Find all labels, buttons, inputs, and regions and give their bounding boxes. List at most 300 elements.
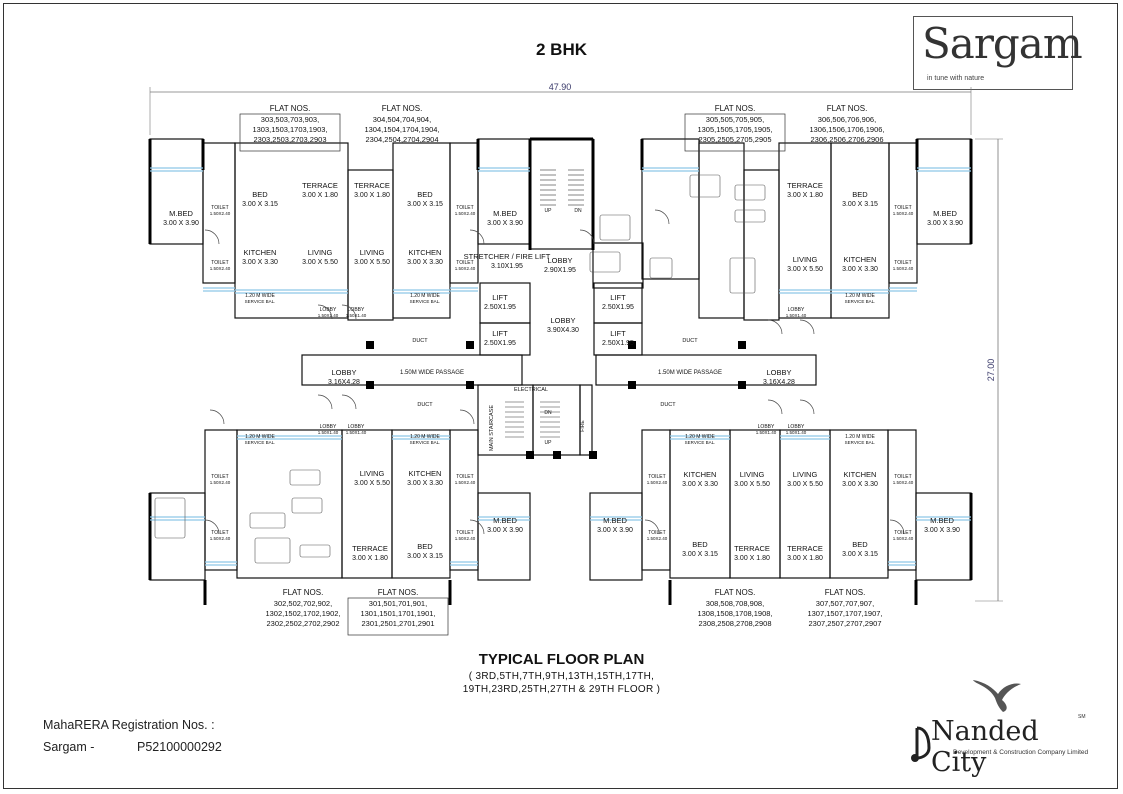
small-room-name: TOILET: [648, 474, 666, 480]
small-room-name: TOILET: [894, 205, 912, 211]
small-room-size: 1.50X2.40: [209, 266, 231, 271]
door-swing: [800, 320, 814, 334]
wall-outline: [699, 143, 744, 318]
room-name: TERRACE: [354, 181, 390, 190]
small-room-label: [410, 293, 441, 304]
room-size: 3.90X4.30: [547, 327, 579, 334]
wall-outline: [916, 493, 971, 580]
small-room-label: [455, 260, 476, 271]
column: [466, 381, 474, 389]
small-room-size: 1.50X2.40: [454, 536, 476, 541]
room-label: [734, 470, 770, 488]
room-label: [787, 544, 823, 562]
door-swing: [800, 400, 814, 414]
room-label: [597, 516, 633, 534]
flat-group-line: 307,507,707,907,: [815, 599, 875, 608]
room-name: LIVING: [359, 469, 385, 478]
room-label: [682, 540, 718, 558]
room-size: 3.00 X 5.50: [787, 266, 823, 273]
room-name: KITCHEN: [243, 248, 277, 257]
room-name: LOBBY: [766, 368, 792, 377]
column: [628, 381, 636, 389]
flat-group-title: FLAT NOS.: [714, 104, 756, 113]
furniture: [290, 470, 320, 485]
flat-group-line: 302,502,702,902,: [273, 599, 333, 608]
flat-group-line: 2302,2502,2702,2902: [266, 619, 340, 628]
room-name: KITCHEN: [843, 255, 877, 264]
room-name: BED: [692, 540, 708, 549]
small-room-label: [893, 530, 914, 541]
small-room-size: 1.50X1.40: [317, 313, 339, 318]
small-room-name: TOILET: [456, 474, 474, 480]
small-room-label: [685, 434, 716, 445]
small-room-label: [756, 424, 777, 435]
room-label: [484, 293, 516, 311]
wall-outline: [478, 139, 530, 244]
small-room-name: TOILET: [894, 530, 912, 536]
room-size: 3.00 X 1.80: [787, 192, 823, 199]
room-label: [302, 248, 338, 266]
annotation-label: DN: [544, 410, 552, 416]
flat-group-line: 1307,1507,1707,1907,: [807, 609, 883, 618]
flat-group-line: 1301,1501,1701,1901,: [360, 609, 436, 618]
column: [526, 451, 534, 459]
small-room-size: 1.50X2.40: [892, 211, 914, 216]
small-room-size: 1.50X1.40: [785, 313, 807, 318]
flat-group-line: 2305,2505,2705,2905: [698, 135, 772, 144]
small-room-name: TOILET: [456, 530, 474, 536]
room-label: [328, 368, 360, 386]
room-size: 3.00 X 3.90: [487, 220, 523, 227]
door-swing: [318, 395, 332, 409]
wall-outline: [235, 143, 348, 318]
room-name: M.BED: [930, 516, 954, 525]
room-name: LIVING: [739, 470, 765, 479]
room-label: [352, 544, 388, 562]
wall-outline: [205, 430, 237, 570]
furniture: [600, 215, 630, 240]
small-room-size: 1.50X2.40: [454, 266, 476, 271]
door-swing: [768, 320, 782, 334]
room-name: LIFT: [610, 329, 626, 338]
room-label: [602, 293, 634, 311]
room-label: [487, 209, 523, 227]
small-room-name: TOILET: [211, 260, 229, 266]
door-swing: [655, 210, 669, 224]
room-size: 3.00 X 3.90: [927, 220, 963, 227]
small-room-name: 1.20 M WIDE: [245, 293, 275, 299]
room-size: 3.16X4.28: [763, 379, 795, 386]
plan-floors-line-2: 19TH,23RD,25TH,27TH & 29TH FLOOR ): [462, 684, 661, 695]
wall-outline: [480, 283, 530, 323]
small-room-label: [786, 307, 807, 318]
small-room-name: 1.20 M WIDE: [845, 293, 875, 299]
room-label: [842, 540, 878, 558]
wall-outline: [580, 385, 592, 455]
room-name: LIVING: [307, 248, 333, 257]
flat-group-line: 303,503,703,903,: [260, 115, 320, 124]
annotation-label: DN: [574, 208, 582, 214]
room-size: 3.00 X 3.15: [682, 551, 718, 558]
furniture: [650, 258, 672, 278]
small-room-name: TOILET: [211, 205, 229, 211]
small-room-label: [210, 474, 231, 485]
room-size: 3.00 X 1.80: [302, 192, 338, 199]
small-room-name: 1.20 M WIDE: [845, 434, 875, 440]
room-name: M.BED: [493, 209, 517, 218]
small-room-name: TOILET: [648, 530, 666, 536]
logo-tagline: in tune with nature: [927, 75, 985, 82]
room-name: TERRACE: [352, 544, 388, 553]
wall-outline: [590, 493, 642, 580]
room-name: TERRACE: [734, 544, 770, 553]
room-size: 3.00 X 3.90: [163, 220, 199, 227]
flat-group-line: 308,508,708,908,: [705, 599, 765, 608]
small-room-name: TOILET: [211, 530, 229, 536]
small-room-name: LOBBY: [347, 424, 365, 430]
room-size: 2.90X1.95: [544, 267, 576, 274]
small-room-size: 1.50X1.40: [345, 313, 367, 318]
room-name: M.BED: [603, 516, 627, 525]
room-size: 3.00 X 3.90: [597, 527, 633, 534]
small-room-name: LOBBY: [347, 307, 365, 313]
furniture: [735, 185, 765, 200]
nanded-city-logo: [903, 676, 1093, 778]
flat-group-line: 1308,1508,1708,1908,: [697, 609, 773, 618]
small-room-label: [893, 205, 914, 216]
small-room-size: 1.50X2.40: [892, 266, 914, 271]
room-label: [302, 181, 338, 199]
flat-group-title: FLAT NOS.: [714, 588, 756, 597]
annotation-label: 1.50M WIDE PASSAGE: [658, 370, 722, 376]
room-name: LIFT: [492, 329, 508, 338]
column: [589, 451, 597, 459]
small-room-size: SERVICE BAL.: [684, 440, 716, 445]
small-room-label: [346, 424, 367, 435]
room-size: 3.00 X 5.50: [787, 481, 823, 488]
wall-outline: [594, 283, 642, 323]
room-label: [484, 329, 516, 347]
room-name: BED: [417, 542, 433, 551]
wall-outline: [480, 323, 530, 355]
flat-group-line: 1305,1505,1705,1905,: [697, 125, 773, 134]
room-name: M.BED: [933, 209, 957, 218]
room-label: [242, 248, 278, 266]
room-label: [354, 181, 390, 199]
small-room-size: SERVICE BAL.: [409, 440, 441, 445]
room-label: [682, 470, 718, 488]
small-room-label: [318, 424, 339, 435]
room-name: KITCHEN: [408, 248, 442, 257]
annotation-label: 1.50M WIDE PASSAGE: [400, 370, 464, 376]
room-label: [544, 256, 576, 274]
room-size: 2.50X1.95: [602, 340, 634, 347]
room-label: [734, 544, 770, 562]
flat-group-line: 2304,2504,2704,2904: [365, 135, 439, 144]
room-size: 3.00 X 3.90: [924, 527, 960, 534]
flat-group-line: 2303,2503,2703,2903: [253, 135, 327, 144]
room-size: 3.00 X 3.15: [242, 201, 278, 208]
room-name: TERRACE: [302, 181, 338, 190]
room-label: [787, 181, 823, 199]
rera-label: MahaRERA Registration Nos. :: [43, 718, 215, 732]
small-room-size: SERVICE BAL.: [844, 440, 876, 445]
furniture: [300, 545, 330, 557]
room-labels: [163, 181, 963, 562]
annotation-label: DUCT: [417, 402, 433, 408]
flat-group-title: FLAT NOS.: [826, 104, 868, 113]
wall-outline: [917, 139, 971, 244]
flat-number-group: [265, 588, 340, 628]
room-label: [842, 190, 878, 208]
small-room-label: [245, 293, 276, 304]
room-name: M.BED: [493, 516, 517, 525]
small-room-label: [455, 530, 476, 541]
room-name: BED: [852, 190, 868, 199]
column: [366, 341, 374, 349]
wall-outline: [533, 385, 580, 455]
small-room-label: [210, 205, 231, 216]
room-size: 3.00 X 3.30: [407, 259, 443, 266]
small-room-label: [245, 434, 276, 445]
flat-group-line: 306,506,706,906,: [817, 115, 877, 124]
room-name: LOBBY: [547, 256, 573, 265]
room-size: 3.00 X 5.50: [354, 480, 390, 487]
room-name: STRETCHER / FIRE LIFT: [463, 252, 551, 261]
logo-word: Sargam: [922, 19, 1082, 68]
room-size: 3.00 X 3.15: [407, 553, 443, 560]
flat-group-line: 301,501,701,901,: [368, 599, 428, 608]
small-room-name: TOILET: [456, 205, 474, 211]
flat-group-line: 1303,1503,1703,1903,: [252, 125, 328, 134]
small-room-label: [786, 424, 807, 435]
room-name: KITCHEN: [408, 469, 442, 478]
annotation-label: ELECTRICAL: [514, 387, 548, 393]
small-room-label: [893, 474, 914, 485]
small-room-size: 1.50X2.40: [454, 211, 476, 216]
small-room-name: LOBBY: [787, 307, 805, 313]
small-room-size: 1.50X2.40: [646, 480, 668, 485]
room-label: [354, 248, 390, 266]
plan-floors-line-1: ( 3RD,5TH,7TH,9TH,13TH,15TH,17TH,: [468, 671, 655, 682]
wall-outline: [478, 493, 530, 580]
flat-group-line: 305,505,705,905,: [705, 115, 765, 124]
height-dimension: 27.00: [986, 358, 996, 382]
wall-outline: [642, 430, 670, 570]
small-room-label: [346, 307, 367, 318]
room-name: M.BED: [169, 209, 193, 218]
room-label: [464, 252, 551, 270]
column: [553, 451, 561, 459]
room-label: [407, 248, 443, 266]
room-size: 3.00 X 3.30: [407, 480, 443, 487]
small-room-label: [410, 434, 441, 445]
furniture: [292, 498, 322, 513]
flat-number-group: [240, 104, 340, 151]
room-name: LOBBY: [331, 368, 357, 377]
furniture: [730, 258, 755, 293]
flat-group-line: 2308,2508,2708,2908: [698, 619, 772, 628]
plan-title: TYPICAL FLOOR PLAN: [478, 651, 645, 668]
room-size: 3.00 X 5.50: [302, 259, 338, 266]
small-room-size: 1.50X2.40: [892, 536, 914, 541]
room-name: LIVING: [792, 255, 818, 264]
flat-number-group: [809, 104, 884, 144]
small-room-name: LOBBY: [319, 307, 337, 313]
door-swing: [460, 410, 474, 424]
furniture: [250, 513, 285, 528]
small-room-size: SERVICE BAL.: [244, 299, 276, 304]
door-swing: [768, 400, 782, 414]
small-room-label: [845, 434, 876, 445]
room-size: 2.50X1.95: [484, 304, 516, 311]
room-label: [407, 469, 443, 487]
room-name: KITCHEN: [843, 470, 877, 479]
small-room-label: [455, 474, 476, 485]
small-room-size: 1.50X2.40: [209, 536, 231, 541]
annotation-label: DUCT: [660, 402, 676, 408]
door-swing: [342, 395, 356, 409]
flat-number-group: [807, 588, 882, 628]
small-room-label: [845, 293, 876, 304]
bhk-heading: 2 BHK: [535, 40, 587, 59]
small-room-size: 1.50X2.40: [209, 480, 231, 485]
annotation-label: FIRE: [580, 420, 586, 432]
room-size: 2.50X1.95: [602, 304, 634, 311]
small-room-label: [318, 307, 339, 318]
small-room-name: LOBBY: [757, 424, 775, 430]
room-size: 3.00 X 3.15: [842, 551, 878, 558]
room-name: BED: [252, 190, 268, 199]
room-size: 3.00 X 1.80: [354, 192, 390, 199]
column: [366, 381, 374, 389]
small-room-name: 1.20 M WIDE: [245, 434, 275, 440]
room-label: [242, 190, 278, 208]
brand-subtitle: Development & Construction Company Limited: [953, 749, 1089, 756]
room-label: [842, 255, 878, 273]
small-room-name: TOILET: [211, 474, 229, 480]
flat-number-group: [348, 588, 448, 635]
column: [466, 341, 474, 349]
furniture: [590, 252, 620, 272]
wall-outline: [393, 143, 450, 318]
furniture: [255, 538, 290, 563]
room-name: BED: [852, 540, 868, 549]
room-name: LIVING: [792, 470, 818, 479]
dimension-layer: [150, 82, 1003, 601]
detail-layer: [150, 168, 971, 565]
rera-number: P52100000292: [137, 740, 222, 754]
room-name: KITCHEN: [683, 470, 717, 479]
room-label: [354, 469, 390, 487]
room-name: LIFT: [492, 293, 508, 302]
flat-group-line: 2301,2501,2701,2901: [361, 619, 435, 628]
small-room-size: SERVICE BAL.: [244, 440, 276, 445]
small-room-size: 1.50X2.40: [646, 536, 668, 541]
room-label: [927, 209, 963, 227]
small-room-name: 1.20 M WIDE: [410, 293, 440, 299]
small-room-name: TOILET: [894, 260, 912, 266]
small-room-size: 1.50X1.40: [317, 430, 339, 435]
wall-outline: [450, 430, 478, 570]
annotation-label: UP: [544, 440, 552, 446]
annotation-label: UP: [544, 208, 552, 214]
wall-outline: [594, 323, 642, 355]
flat-group-line: 304,504,704,904,: [372, 115, 432, 124]
room-name: LOBBY: [550, 316, 576, 325]
room-size: 3.00 X 1.80: [787, 555, 823, 562]
room-size: 3.00 X 1.80: [352, 555, 388, 562]
room-name: BED: [417, 190, 433, 199]
room-size: 3.00 X 3.30: [842, 266, 878, 273]
flat-group-title: FLAT NOS.: [377, 588, 419, 597]
annotation-label: MAIN STAIRCASE: [489, 404, 495, 452]
flat-group-title: FLAT NOS.: [824, 588, 866, 597]
small-room-name: 1.20 M WIDE: [410, 434, 440, 440]
wall-outline: [779, 143, 831, 318]
small-room-size: 1.50X1.40: [345, 430, 367, 435]
small-room-name: TOILET: [456, 260, 474, 266]
small-room-name: 1.20 M WIDE: [685, 434, 715, 440]
room-name: LIVING: [359, 248, 385, 257]
room-size: 3.00 X 5.50: [354, 259, 390, 266]
room-label: [602, 329, 634, 347]
wall-outline: [237, 430, 342, 578]
column: [738, 381, 746, 389]
annotation-label: DUCT: [682, 338, 698, 344]
room-label: [547, 316, 579, 334]
room-label: [487, 516, 523, 534]
flat-group-title: FLAT NOS.: [381, 104, 423, 113]
width-dimension: 47.90: [548, 82, 572, 92]
small-room-label: [893, 260, 914, 271]
room-size: 3.00 X 1.80: [734, 555, 770, 562]
wall-outline: [150, 139, 203, 244]
room-label: [787, 255, 823, 273]
small-room-size: 1.50X2.40: [209, 211, 231, 216]
wall-outline: [593, 243, 643, 288]
small-room-name: TOILET: [894, 474, 912, 480]
door-swing: [210, 410, 224, 424]
small-room-name: LOBBY: [787, 424, 805, 430]
room-label: [763, 368, 795, 386]
room-size: 2.50X1.95: [484, 340, 516, 347]
flat-group-line: 1306,1506,1706,1906,: [809, 125, 885, 134]
room-size: 3.10X1.95: [491, 263, 523, 270]
room-size: 3.00 X 3.15: [407, 201, 443, 208]
flat-number-group: [685, 104, 785, 151]
room-name: LIFT: [610, 293, 626, 302]
room-size: 3.00 X 3.30: [682, 481, 718, 488]
brand-name: Nanded City: [931, 716, 1039, 778]
room-name: TERRACE: [787, 544, 823, 553]
room-size: 3.00 X 5.50: [734, 481, 770, 488]
room-label: [842, 470, 878, 488]
small-room-name: LOBBY: [319, 424, 337, 430]
wall-outline: [744, 170, 779, 320]
flat-group-line: 2307,2507,2707,2907: [808, 619, 882, 628]
room-label: [407, 190, 443, 208]
small-room-label: [455, 205, 476, 216]
room-label: [924, 516, 960, 534]
wall-outline: [831, 143, 889, 318]
annotation-label: DUCT: [412, 338, 428, 344]
room-size: 3.00 X 3.15: [842, 201, 878, 208]
room-size: 3.00 X 3.90: [487, 527, 523, 534]
room-label: [163, 209, 199, 227]
room-label: [407, 542, 443, 560]
flat-group-line: 1302,1502,1702,1902,: [265, 609, 341, 618]
